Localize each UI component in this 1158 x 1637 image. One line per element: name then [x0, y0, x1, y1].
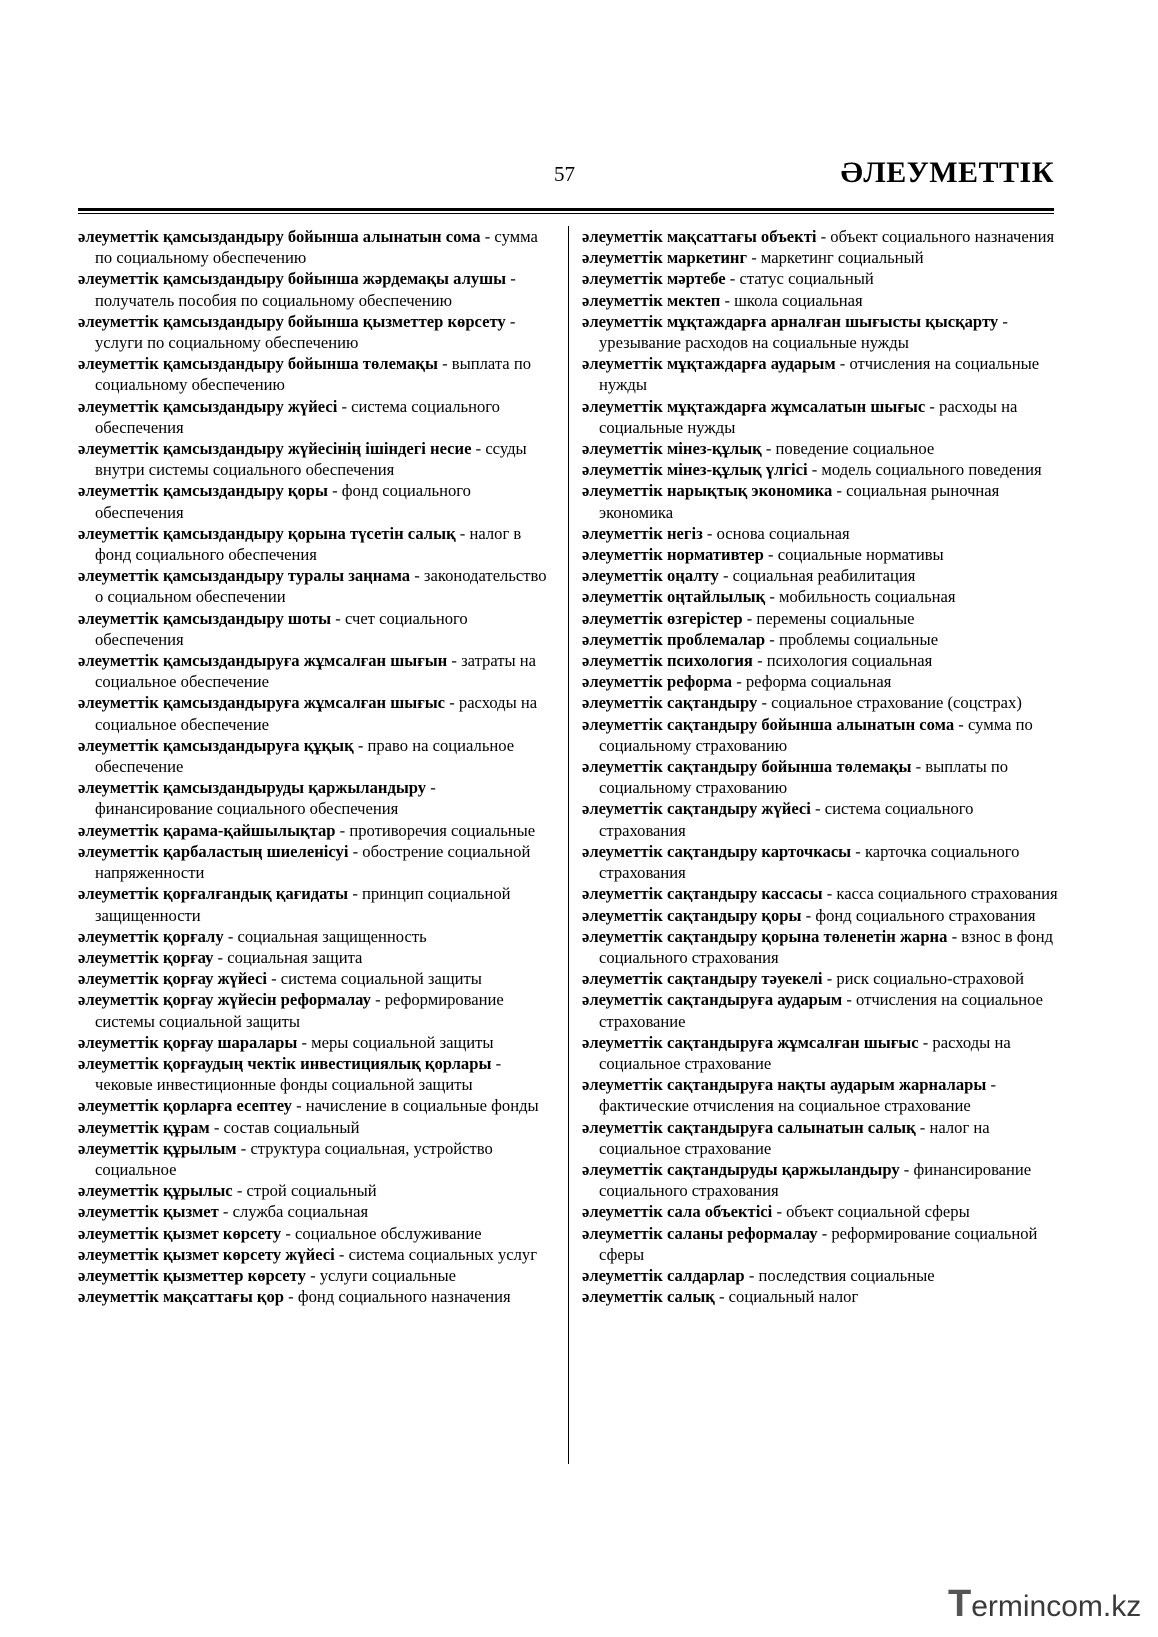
dictionary-entry — [78, 565, 554, 607]
dictionary-entry — [582, 1201, 1058, 1222]
entry-term: әлеуметтік сақтандыру — [582, 693, 758, 713]
entry-definition: - социальная защита — [217, 947, 363, 967]
dictionary-entry — [582, 247, 1058, 268]
entry-term: әлеуметтік мінез-құлық үлгісі — [582, 460, 808, 480]
dictionary-entry — [582, 544, 1058, 565]
entry-definition: - начисление в социальные фонды — [296, 1096, 539, 1116]
dictionary-entry — [78, 989, 554, 1031]
entry-term: әлеуметтік сақтандыруға аударым — [582, 990, 843, 1010]
header-rule-thin — [78, 213, 1054, 214]
entry-definition: - система социального обеспечения — [95, 396, 500, 437]
entry-definition: - затраты на социальное обеспечение — [95, 651, 537, 692]
dictionary-entry — [582, 1223, 1058, 1265]
dictionary-entry — [582, 396, 1058, 438]
entry-definition: - фонд социального страхования — [805, 905, 1036, 925]
dictionary-entry — [78, 968, 554, 989]
dictionary-entry — [582, 905, 1058, 926]
dictionary-entry — [78, 883, 554, 925]
entry-definition: - чековые инвестиционные фонды социальной защиты — [95, 1053, 502, 1095]
entry-term: әлеуметтік мінез-құлық — [582, 439, 762, 459]
dictionary-entry — [582, 226, 1058, 247]
entry-definition: - фонд социального назначения — [288, 1287, 511, 1307]
entry-definition: - реформа социальная — [736, 672, 892, 692]
entry-definition: - карточка социального страхования — [599, 841, 1020, 883]
dictionary-entry — [78, 1244, 554, 1265]
dictionary-entry — [582, 841, 1058, 883]
entry-term: әлеуметтік сақтандыру карточкасы — [582, 841, 852, 861]
entry-term: әлеуметтік маркетинг — [582, 248, 748, 268]
dictionary-entry — [78, 1032, 554, 1053]
entry-definition: - законодательство о социальном обеспечении — [95, 566, 547, 607]
dictionary-entry — [78, 226, 554, 268]
entry-definition: - налог на социальное страхование — [599, 1117, 990, 1158]
entry-definition: - основа социальная — [706, 523, 850, 543]
entry-term: әлеуметтік қызметтер көрсету — [78, 1265, 306, 1285]
entry-term: әлеуметтік қамсыздандыру бойынша төлемақы — [78, 354, 438, 374]
dictionary-entry — [582, 290, 1058, 311]
entry-term: әлеуметтік қызмет көрсету — [78, 1223, 282, 1243]
dictionary-entry — [582, 353, 1058, 395]
dictionary-entry — [582, 883, 1058, 904]
entry-term: әлеуметтік сала объектісі — [582, 1202, 773, 1222]
dictionary-entry — [78, 396, 554, 438]
entry-definition: - получатель пособия по социальному обеспечению — [95, 269, 516, 310]
dictionary-entry — [582, 1032, 1058, 1074]
entry-definition: - счет социального обеспечения — [95, 608, 468, 649]
entry-definition: - перемены социальные — [746, 608, 915, 628]
entry-term: әлеуметтік сақтандыруға салынатын салық — [582, 1117, 916, 1137]
entry-definition: - статус социальный — [729, 269, 874, 289]
entry-definition: - социальная защищенность — [227, 926, 427, 946]
dictionary-entry — [78, 1286, 554, 1307]
entry-term: әлеуметтік сақтандыруға нақты аударым жарналары — [582, 1075, 987, 1095]
dictionary-entry — [78, 692, 554, 734]
entry-term: әлеуметтік қарбаластың шиеленісуі — [78, 841, 349, 861]
entry-definition: - выплата по социальному обеспечению — [95, 354, 531, 395]
entry-definition: - ссуды внутри системы социального обеспечения — [95, 439, 527, 480]
entry-definition: - отчисления на социальные нужды — [599, 354, 1040, 395]
dictionary-entry — [582, 692, 1058, 713]
entry-definition: - принцип социальной защищенности — [95, 884, 511, 925]
entry-term: әлеуметтік қорғау жүйесі — [78, 969, 267, 989]
entry-term: әлеуметтік қамсыздандыру бойынша алынатын сома — [78, 227, 481, 246]
entry-definition: - обострение социальной напряженности — [95, 841, 531, 883]
entry-definition: - социальный налог — [719, 1287, 859, 1307]
entry-definition: - финансирование социального обеспечения — [95, 778, 436, 819]
entry-term: әлеуметтік қамсыздандыру бойынша қызметтер көрсету — [78, 311, 506, 331]
entry-term: әлеуметтік қорғау жүйесін реформалау — [78, 990, 371, 1010]
entry-definition: - система социального страхования — [599, 799, 974, 840]
entry-term: әлеуметтік мәртебе — [582, 269, 726, 289]
entry-definition: - урезывание расходов на социальные нужды — [599, 311, 1008, 353]
entry-definition: - противоречия социальные — [339, 820, 536, 840]
entry-term: әлеуметтік саланы реформалау — [582, 1223, 818, 1243]
entry-definition: - риск социально-страховой — [826, 969, 1024, 989]
entry-definition: - расходы на социальное обеспечение — [95, 693, 538, 734]
entry-definition: - выплаты по социальному страхованию — [599, 757, 1009, 798]
entry-definition: - касса социального страхования — [826, 884, 1058, 904]
entry-term: әлеуметтік қамсыздандыруға құқық — [78, 735, 354, 755]
dictionary-entry — [78, 1180, 554, 1201]
entry-term: әлеуметтік құрылыс — [78, 1181, 233, 1201]
entry-term: әлеуметтік салдарлар — [582, 1265, 745, 1285]
entry-term: әлеуметтік қызмет — [78, 1202, 219, 1222]
logo-text: ermincom.kz — [971, 1590, 1142, 1623]
entry-definition: - состав социальный — [213, 1117, 360, 1137]
entry-definition: - проблемы социальные — [769, 629, 939, 649]
dictionary-entry — [78, 523, 554, 565]
entry-definition: - мобильность социальная — [769, 587, 956, 607]
dictionary-entry — [582, 1265, 1058, 1286]
entry-term: әлеуметтік қорларға есептеу — [78, 1096, 292, 1116]
dictionary-entry — [582, 1286, 1058, 1307]
dictionary-entry — [582, 586, 1058, 607]
dictionary-entry — [78, 1201, 554, 1222]
dictionary-entry — [582, 480, 1058, 522]
entry-term: әлеуметтік қорғалу — [78, 926, 224, 946]
dictionary-entry — [78, 1117, 554, 1138]
entry-definition: - меры социальной защиты — [301, 1032, 494, 1052]
dictionary-entry — [582, 438, 1058, 459]
dictionary-entry — [582, 608, 1058, 629]
entry-term: әлеуметтік оңалту — [582, 566, 719, 586]
entry-term: әлеуметтік нарықтық экономика — [582, 481, 833, 501]
entry-term: әлеуметтік сақтандыруды қаржыландыру — [582, 1159, 900, 1179]
entry-term: әлеуметтік негіз — [582, 523, 703, 543]
dictionary-entry — [582, 1117, 1058, 1159]
dictionary-entry — [582, 671, 1058, 692]
site-logo — [948, 1583, 1148, 1623]
dictionary-entry — [582, 459, 1058, 480]
right-column — [582, 226, 1058, 1307]
entry-definition: - фонд социального обеспечения — [95, 481, 471, 522]
dictionary-entry — [78, 353, 554, 395]
entry-term: әлеуметтік мақсаттағы объекті — [582, 227, 817, 246]
dictionary-entry — [78, 1223, 554, 1244]
dictionary-entry — [582, 798, 1058, 840]
entry-term: әлеуметтік психология — [582, 651, 753, 671]
dictionary-entry — [78, 1138, 554, 1180]
left-column — [78, 226, 554, 1307]
entry-term: әлеуметтік қамсыздандыру жүйесі — [78, 396, 338, 416]
page-number: 57 — [554, 162, 575, 186]
dictionary-entry — [78, 1053, 554, 1095]
entry-definition: - сумма по социальному страхованию — [599, 714, 1033, 755]
entry-definition: - услуги по социальному обеспечению — [95, 311, 516, 353]
dictionary-entry — [78, 1095, 554, 1116]
entry-term: әлеуметтік құрам — [78, 1117, 210, 1137]
entry-definition: - взнос в фонд социального страхования — [599, 926, 1054, 967]
entry-definition: - реформирование социальной сферы — [599, 1223, 1038, 1264]
dictionary-entry — [78, 777, 554, 819]
dictionary-entry — [582, 523, 1058, 544]
dictionary-entry — [582, 311, 1058, 353]
entry-term: әлеуметтік реформа — [582, 672, 733, 692]
entry-term: әлеуметтік мектеп — [582, 290, 721, 310]
entry-definition: - финансирование социального страхования — [599, 1159, 1032, 1201]
entry-term: әлеуметтік қамсыздандыруға жұмсалған шығыс — [78, 693, 446, 713]
entry-definition: - школа социальная — [724, 290, 863, 310]
logo-initial: T — [948, 1583, 972, 1625]
dictionary-entry — [78, 268, 554, 310]
entry-term: әлеуметтік сақтандыру жүйесі — [582, 799, 811, 819]
entry-term: әлеуметтік құрылым — [78, 1138, 237, 1158]
entry-term: әлеуметтік қамсыздандыру жүйесінің ішіндегі несие — [78, 439, 472, 459]
entry-definition: - поведение социальное — [765, 439, 935, 459]
entry-definition: - система социальной защиты — [271, 969, 482, 989]
entry-term: әлеуметтік өзгерістер — [582, 608, 743, 628]
entry-definition: - социальное страхование (соцстрах) — [761, 693, 1022, 713]
dictionary-entry — [582, 650, 1058, 671]
entry-definition: - социальные нормативы — [768, 545, 944, 565]
entry-term: әлеуметтік сақтандыру тәуекелі — [582, 969, 823, 989]
entry-term: әлеуметтік проблемалар — [582, 629, 766, 649]
entry-definition: - психология социальная — [757, 651, 933, 671]
entry-term: әлеуметтік оңтайлылық — [582, 587, 766, 607]
entry-definition: - модель социального поведения — [811, 460, 1042, 480]
dictionary-entry — [78, 1265, 554, 1286]
entry-definition: - система социальных услуг — [338, 1244, 538, 1264]
entry-definition: - объект социальной сферы — [776, 1202, 970, 1222]
entry-term: әлеуметтік сақтандыру кассасы — [582, 884, 823, 904]
entry-term: әлеуметтік сақтандыру қоры — [582, 905, 802, 925]
dictionary-entry — [78, 311, 554, 353]
entry-term: әлеуметтік қамсыздандыру туралы заңнама — [78, 566, 411, 586]
entry-term: әлеуметтік мұқтаждарға арналған шығысты қысқарту — [582, 311, 999, 331]
dictionary-entry — [582, 565, 1058, 586]
dictionary-entry — [582, 756, 1058, 798]
entry-definition: - структура социальная, устройство социальное — [95, 1138, 493, 1179]
entry-definition: - отчисления на социальное страхование — [599, 990, 1044, 1031]
entry-definition: - социальное обслуживание — [285, 1223, 482, 1243]
entry-term: әлеуметтік салық — [582, 1287, 715, 1307]
entry-definition: - услуги социальные — [310, 1265, 456, 1285]
entry-term: әлеуметтік қамсыздандыру бойынша жәрдемақы алушы — [78, 269, 507, 289]
entry-definition: - реформирование системы социальной защиты — [95, 990, 504, 1031]
entry-definition: - служба социальная — [222, 1202, 369, 1222]
entry-term: әлеуметтік қамсыздандыру шоты — [78, 608, 332, 628]
entry-definition: - фактические отчисления на социальное страхование — [599, 1075, 997, 1116]
entry-term: әлеуметтік мұқтаждарға жұмсалатын шығыс — [582, 396, 926, 416]
entry-term: әлеуметтік қызмет көрсету жүйесі — [78, 1244, 335, 1264]
entry-definition: - право на социальное обеспечение — [95, 735, 515, 777]
dictionary-entry — [78, 947, 554, 968]
entry-definition: - маркетинг социальный — [751, 248, 924, 268]
entry-definition: - социальная реабилитация — [723, 566, 916, 586]
entry-term: әлеуметтік қарама-қайшылықтар — [78, 820, 336, 840]
entry-term: әлеуметтік сақтандыру қорына төленетін жарна — [582, 926, 948, 946]
entry-definition: - объект социального назначения — [820, 227, 1055, 246]
entry-definition: - налог в фонд социального обеспечения — [95, 523, 522, 565]
dictionary-entry — [78, 438, 554, 480]
entry-term: әлеуметтік нормативтер — [582, 545, 764, 565]
entry-definition: - расходы на социальное страхование — [599, 1032, 1011, 1073]
entry-term: әлеуметтік сақтандыру бойынша төлемақы — [582, 757, 912, 777]
dictionary-entry — [78, 650, 554, 692]
entry-term: әлеуметтік қорғалғандық қағидаты — [78, 884, 349, 904]
dictionary-entry — [582, 968, 1058, 989]
entry-definition: - строй социальный — [236, 1181, 377, 1201]
dictionary-entry — [78, 608, 554, 650]
dictionary-entry — [582, 926, 1058, 968]
entry-term: әлеуметтік қорғаудың чектік инвестициялық қорлары — [78, 1053, 492, 1073]
entry-term: әлеуметтік қамсыздандыруға жұмсалған шығын — [78, 651, 448, 671]
entry-term: әлеуметтік қамсыздандыру қорына түсетін салық — [78, 523, 456, 543]
dictionary-entry — [582, 1074, 1058, 1116]
entry-term: әлеуметтік мақсаттағы қор — [78, 1287, 285, 1307]
entry-definition: - социальная рыночная экономика — [599, 481, 1000, 522]
dictionary-entry — [582, 268, 1058, 289]
entry-term: әлеуметтік мұқтаждарға аударым — [582, 354, 836, 374]
dictionary-entry — [582, 1159, 1058, 1201]
entry-term: әлеуметтік қорғау шаралары — [78, 1032, 298, 1052]
column-divider — [568, 226, 569, 1464]
running-head: ӘЛЕУМЕТТІК — [840, 156, 1054, 189]
dictionary-entry — [78, 735, 554, 777]
dictionary-entry — [78, 820, 554, 841]
entry-term: әлеуметтік сақтандыру бойынша алынатын сома — [582, 714, 955, 734]
entry-definition: - сумма по социальному обеспечению — [95, 227, 538, 268]
dictionary-entry — [582, 714, 1058, 756]
dictionary-entry — [582, 629, 1058, 650]
dictionary-entry — [78, 926, 554, 947]
entry-term: әлеуметтік қорғау — [78, 947, 214, 967]
dictionary-entry — [78, 480, 554, 522]
dictionary-entry — [78, 841, 554, 883]
entry-term: әлеуметтік сақтандыруға жұмсалған шығыс — [582, 1032, 919, 1052]
header-rule-thick — [78, 208, 1054, 211]
entry-term: әлеуметтік қамсыздандыру қоры — [78, 481, 328, 501]
entry-definition: - расходы на социальные нужды — [599, 396, 1018, 437]
dictionary-entry — [582, 989, 1058, 1031]
entry-term: әлеуметтік қамсыздандыруды қаржыландыру — [78, 778, 427, 798]
entry-definition: - последствия социальные — [748, 1265, 935, 1285]
